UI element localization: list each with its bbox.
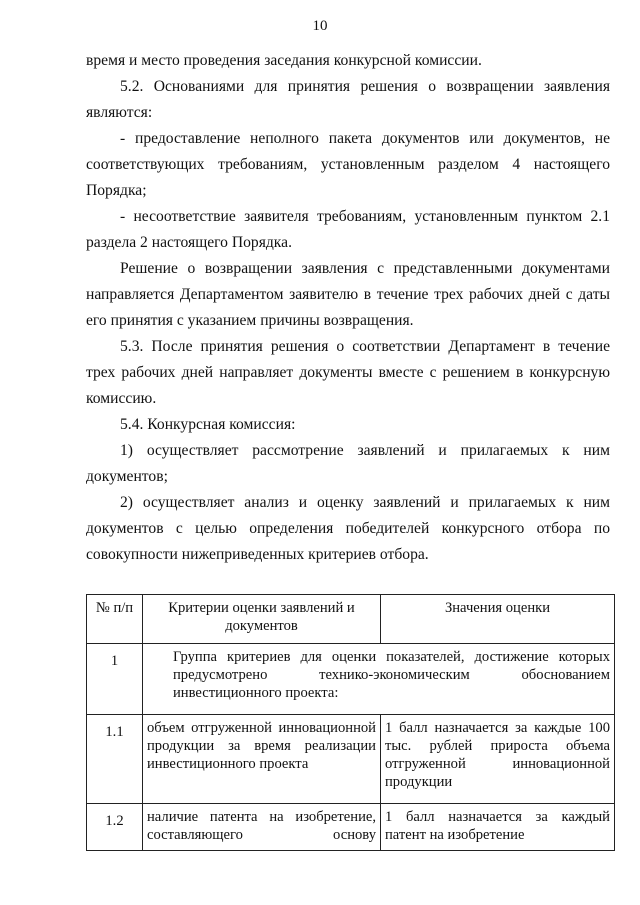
value-cell: 1 балл назначается за каждый патент на изобретение (381, 804, 615, 851)
paragraph: 5.2. Основаниями для принятия решения о возвращении заявления являются: (86, 78, 610, 121)
table-header-row (87, 595, 615, 644)
value-cell: 1 балл назначается за каждые 100 тыс. рублей прироста объема отгруженной инновационной продукции (381, 715, 615, 804)
paragraph: - несоответствие заявителя требованиям, установленным пунктом 2.1 раздела 2 настоящего Порядка. (86, 208, 610, 251)
group-number-cell: 1 (87, 644, 143, 715)
paragraph: Решение о возвращении заявления с представленными документами направляется Департаментом заявителю в течение трех рабочих дней с даты его принятия с указанием причины возвращения. (86, 260, 610, 329)
group-text-cell: Группа критериев для оценки показателей, достижение которых предусмотрено технико-экономическим обоснованием инвестиционного проекта: (143, 644, 615, 715)
body-text (86, 48, 610, 568)
table-header-number: № п/п (87, 595, 143, 644)
paragraph: - предоставление неполного пакета документов или документов, не соответствующих требованиям, установленным разделом 4 настоящего Порядка; (86, 130, 610, 199)
page-number: 10 (312, 18, 328, 34)
table-header-criteria: Критерии оценки заявлений и документов (143, 595, 381, 644)
table-row (87, 715, 615, 804)
paragraph: 1) осуществляет рассмотрение заявлений и прилагаемых к ним документов; (86, 442, 610, 485)
criteria-table (86, 594, 615, 851)
table-row (87, 804, 615, 851)
paragraph: 5.3. После принятия решения о соответствии Департамент в течение трех рабочих дней направляет документы вместе с решением в конкурсную комиссию. (86, 338, 610, 407)
criterion-cell: объем отгруженной инновационной продукции за время реализации инвестиционного проекта (143, 715, 381, 804)
criterion-cell: наличие патента на изобретение, составляющего основу (143, 804, 381, 851)
table-header-values: Значения оценки (381, 595, 615, 644)
paragraph: 2) осуществляет анализ и оценку заявлений и прилагаемых к ним документов с целью определения победителей конкурсного отбора по совокупности нижеприведенных критериев отбора. (86, 494, 610, 563)
row-number-cell: 1.2 (87, 804, 143, 851)
row-number-cell: 1.1 (87, 715, 143, 804)
table-group-row (87, 644, 615, 715)
paragraph: время и место проведения заседания конкурсной комиссии. (86, 52, 482, 69)
paragraph: 5.4. Конкурсная комиссия: (120, 416, 296, 433)
